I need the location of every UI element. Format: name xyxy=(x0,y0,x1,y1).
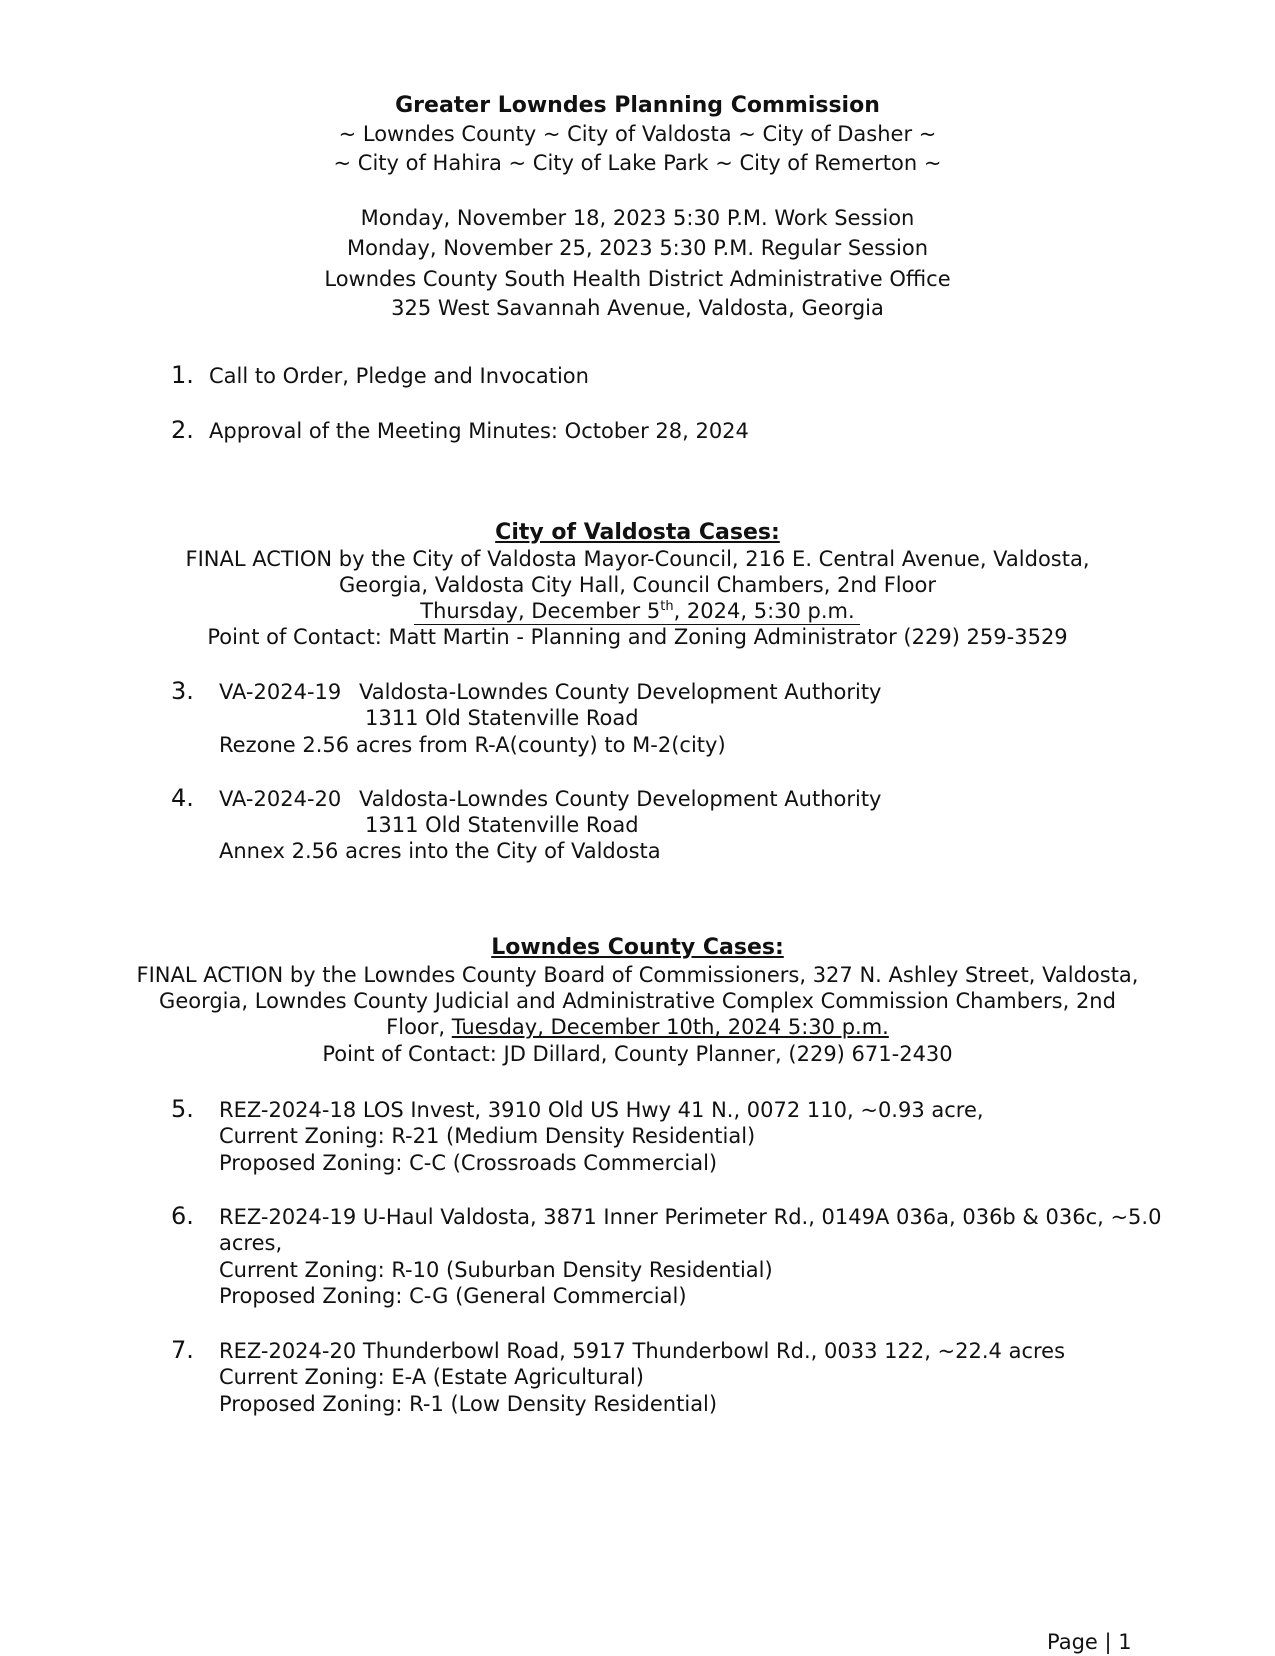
case-description-continued: acres, xyxy=(219,1231,283,1255)
case-description: REZ-2024-19 U-Haul Valdosta, 3871 Inner Perimeter Rd., 0149A 036a, 036b & 036c, ~5.0 xyxy=(219,1205,1162,1229)
work-session-date: Monday, November 18, 2023 5:30 P.M. Work Session xyxy=(360,206,915,230)
case-current-zoning: Current Zoning: E-A (Estate Agricultural) xyxy=(219,1365,645,1389)
case-current-zoning: Current Zoning: R-21 (Medium Density Residential) xyxy=(219,1124,756,1148)
case-number: 3. xyxy=(171,677,194,705)
case-description: REZ-2024-18 LOS Invest, 3910 Old US Hwy 41 N., 0072 110, ~0.93 acre, xyxy=(219,1098,984,1122)
commission-title: Greater Lowndes Planning Commission xyxy=(395,93,880,118)
valdosta-cases-heading: City of Valdosta Cases: xyxy=(495,520,780,545)
item-minutes-approval: Approval of the Meeting Minutes: October 28, 2024 xyxy=(209,419,749,443)
lowndes-final-action-line-2: Georgia, Lowndes County Judicial and Administrative Complex Commission Chambers, 2nd xyxy=(159,989,1116,1013)
lowndes-final-action-line-3: Floor, Tuesday, December 10th, 2024 5:30 p.m. xyxy=(386,1015,889,1039)
case-address: 1311 Old Statenville Road xyxy=(365,706,639,730)
case-proposed-zoning: Proposed Zoning: C-C (Crossroads Commercial) xyxy=(219,1151,718,1175)
lowndes-final-action-line-1: FINAL ACTION by the Lowndes County Board of Commissioners, 327 N. Ashley Street, Valdosta, xyxy=(136,963,1139,987)
regular-session-date: Monday, November 25, 2023 5:30 P.M. Regular Session xyxy=(346,236,929,260)
valdosta-meeting-date: Thursday, December 5th, 2024, 5:30 p.m. xyxy=(420,599,855,623)
valdosta-final-action-line-1: FINAL ACTION by the City of Valdosta Mayor-Council, 216 E. Central Avenue, Valdosta, xyxy=(185,547,1090,571)
case-action: Rezone 2.56 acres from R-A(county) to M-2(city) xyxy=(219,733,726,757)
case-address: 1311 Old Statenville Road xyxy=(365,813,639,837)
meeting-address: 325 West Savannah Avenue, Valdosta, Georgia xyxy=(391,296,884,320)
case-number: 7. xyxy=(171,1336,194,1364)
meeting-location: Lowndes County South Health District Administrative Office xyxy=(324,267,951,291)
lowndes-point-of-contact: Point of Contact: JD Dillard, County Planner, (229) 671-2430 xyxy=(322,1042,953,1066)
case-proposed-zoning: Proposed Zoning: C-G (General Commercial) xyxy=(219,1284,687,1308)
item-number: 2. xyxy=(171,416,194,444)
case-id: VA-2024-20 xyxy=(219,787,342,811)
lowndes-meeting-date: Tuesday, December 10th, 2024 5:30 p.m. xyxy=(451,1015,889,1039)
jurisdictions-line-2: ~ City of Hahira ~ City of Lake Park ~ City of Remerton ~ xyxy=(333,151,942,175)
item-number: 1. xyxy=(171,361,194,389)
item-call-to-order: Call to Order, Pledge and Invocation xyxy=(209,364,589,388)
case-proposed-zoning: Proposed Zoning: R-1 (Low Density Residential) xyxy=(219,1392,718,1416)
case-id: VA-2024-19 xyxy=(219,680,342,704)
lowndes-cases-heading: Lowndes County Cases: xyxy=(491,935,784,960)
valdosta-point-of-contact: Point of Contact: Matt Martin - Planning and Zoning Administrator (229) 259-3529 xyxy=(207,625,1068,649)
case-number: 6. xyxy=(171,1202,194,1230)
case-description: REZ-2024-20 Thunderbowl Road, 5917 Thunderbowl Rd., 0033 122, ~22.4 acres xyxy=(219,1339,1066,1363)
case-action: Annex 2.56 acres into the City of Valdosta xyxy=(219,839,661,863)
case-applicant: Valdosta-Lowndes County Development Authority xyxy=(359,680,882,704)
case-applicant: Valdosta-Lowndes County Development Authority xyxy=(359,787,882,811)
case-current-zoning: Current Zoning: R-10 (Suburban Density Residential) xyxy=(219,1258,773,1282)
valdosta-final-action-line-2: Georgia, Valdosta City Hall, Council Chambers, 2nd Floor xyxy=(339,573,936,597)
case-number: 5. xyxy=(171,1095,194,1123)
jurisdictions-line-1: ~ Lowndes County ~ City of Valdosta ~ City of Dasher ~ xyxy=(338,122,937,146)
page-number: Page | 1 xyxy=(1047,1630,1132,1654)
case-number: 4. xyxy=(171,784,194,812)
